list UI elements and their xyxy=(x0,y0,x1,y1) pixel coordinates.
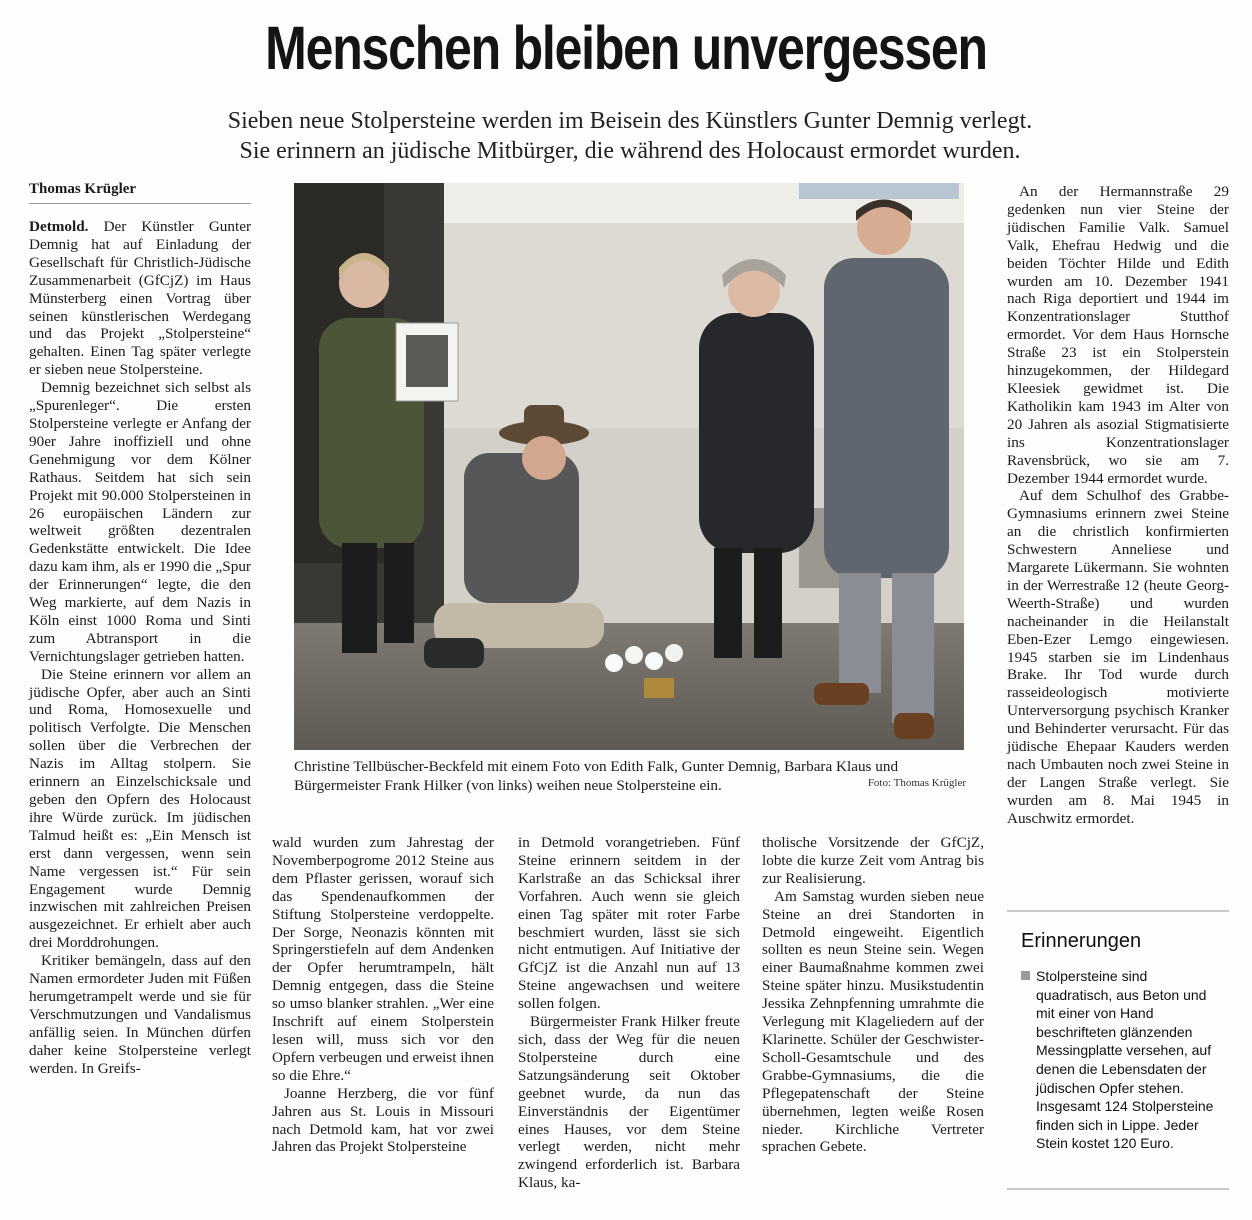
info-box xyxy=(1007,910,1229,1190)
square-bullet-icon xyxy=(1021,971,1030,980)
article-column-2 xyxy=(272,834,494,1156)
paragraph: Am Samstag wurden sieben neue Steine an drei Standorten in Detmold eingeweiht. Eigentlich sollten es neun Steine sein. Wegen einer Baumaßnahme kommen zwei Steine später hinzu. Musikstudentin Jessika Zehnpfenning umrahmte die Verlegung mit Klageliedern auf der Klarinette. Schüler der Geschwister-Scholl-Gesamtschule und des Grabbe-Gymnasiums, die die Pflegepatenschaft der Steine übernehmen, legten weiße Rosen nieder. Kirchliche Vertreter sprachen Gebete. xyxy=(762,887,984,1156)
paragraph: Auf dem Schulhof des Grabbe-Gymnasiums erinnern zwei Steine an die christlich konfirmierten Schwestern Anneliese und Margarete Lükermann. Sie wohnten in der Werrestraße 12 (heute Georg-Weerth-Straße) und wurden nacheinander in die Heilanstalt Eben-Ezer Lemgo eingewiesen. 1945 starben sie im Lindenhaus Brake. Ihr Tod wurde durch rasseideologisch motivierte Unterversorgung psychisch Kranker und Behinderter verursacht. Für das jüdische Ehepaar Kauders werden nach Umbauten noch zwei Steine in der Langen Straße verlegt. Sie wurden am 8. Mai 1945 in Auschwitz ermordet. xyxy=(1007,487,1229,827)
article-photo xyxy=(294,183,964,750)
article-column-5 xyxy=(1007,183,1229,828)
info-box-text: Stolpersteine sind quadratisch, aus Beton und mit einer von Hand beschrifteten glänzenden Messingplatte versehen, auf denen die Lebensdaten der jüdischen Opfer stehen. Insgesamt 124 Stolpersteine finden sich in Lippe. Jeder Stein kostet 120 Euro. xyxy=(1036,968,1214,1152)
subheadline-line-1: Sieben neue Stolpersteine werden im Beisein des Künstlers Gunter Demnig verlegt. xyxy=(227,108,1033,134)
caption-text: Christine Tellbüscher-Beckfeld mit einem Foto von Edith Falk, Gunter Demnig, Barbara Klaus und Bürgermeister Frank Hilker (von links) weihen neue Stolpersteine ein. xyxy=(294,758,899,794)
paragraph: Bürgermeister Frank Hilker freute sich, dass der Weg für die neuen Stolpersteine durch eine Satzungsänderung seit Oktober geebnet wurde, da nun das Einverständnis der Eigentümer eines Hauses, vor dem Steine verlegt werden, nicht mehr zwingend erforderlich ist. Barbara Klaus, ka- xyxy=(518,1013,740,1192)
article-column-1 xyxy=(29,218,251,1078)
info-box-body xyxy=(1021,967,1217,1153)
paragraph: An der Hermannstraße 29 gedenken nun vier Steine der jüdischen Familie Valk. Samuel Valk, Ehefrau Hedwig und die beiden Töchter Hilde und Edith wurden am 10. Dezember 1941 nach Riga deportiert und 1944 im Konzentrationslager Stutthof ermordet. Vor dem Haus Hornsche Straße 23 ist ein Stolperstein hinzugekommen, der Hildegard Kleesiek gewidmet ist. Die Katholikin kam 1943 im Alter von 20 Jahren als asozial Stigmatisierte ins Konzentrationslager Ravensbrück, wo sie am 7. Dezember 1944 ermordet wurde. xyxy=(1007,183,1229,487)
photo-credit: Foto: Thomas Krügler xyxy=(867,777,966,789)
article-column-3 xyxy=(518,834,740,1192)
photo-caption xyxy=(294,757,966,795)
info-box-title: Erinnerungen xyxy=(1021,930,1142,952)
paragraph: wald wurden zum Jahrestag der Novemberpogrome 2012 Steine aus dem Pflaster gerissen, worauf sich das Spendenaufkommen der Stiftung Stolpersteine verdoppelte. Der Sorge, Neonazis könnten mit Springerstiefeln auf dem Andenken der Opfer herumtrampeln, hält Demnig entgegen, dass die Steine so umso blanker strahlen. „Wer eine Inschrift auf einem Stolperstein lesen will, muss sich vor den Opfern verbeugen und erweist ihnen so die Ehre.“ xyxy=(272,834,494,1084)
paragraph: Demnig bezeichnet sich selbst als „Spurenleger“. Die ersten Stolpersteine verlegte er Anfang der 90er Jahre inoffiziell und ohne Genehmigung vor dem Kölner Rathaus. Seitdem hat sich sein Projekt mit 90.000 Stolpersteinen in 26 europäischen Ländern zur weltweit größten dezentralen Gedenkstätte entwickelt. Die Idee dazu kam ihm, als er 1990 die „Spur der Erinnerungen“ legte, die den Weg markierte, auf dem Nazis in Köln einst 1000 Roma und Sinti zum Abtransport in die Vernichtungslager getrieben hatten. xyxy=(29,379,251,665)
article-column-4 xyxy=(762,834,984,1156)
paragraph: Detmold. Der Künstler Gunter Demnig hat auf Einladung der Gesellschaft für Christlich-Jüdische Zusammenarbeit (GfCjZ) im Haus Münsterberg einen Vortrag über seinen künstlerischen Werdegang und das Projekt „Stolpersteine“ gehalten. Einen Tag später verlegte er sieben neue Stolpersteine. xyxy=(29,218,251,379)
subheadline-line-2: Sie erinnern an jüdische Mitbürger, die während des Holocaust ermordet wurden. xyxy=(239,138,1021,164)
paragraph: tholische Vorsitzende der GfCjZ, lobte die kurze Zeit vom Antrag bis zur Realisierung. xyxy=(762,834,984,887)
photo-illustration xyxy=(294,183,964,750)
author-byline: Thomas Krügler xyxy=(29,181,251,204)
paragraph: Die Steine erinnern vor allem an jüdische Opfer, aber auch an Sinti und Roma, Homosexuelle und politisch Verfolgte. Die Menschen sollen über die Verbrechen der Nazis im Alltag stolpern. Sie erinnern an Einzelschicksale und geben den Opfern des Holocaust ihre Würde zurück. Im jüdischen Talmud heißt es: „Ein Mensch ist erst dann vergessen, wenn sein Name vergessen ist.“ Für sein Engagement wurde Demnig inzwischen mit zahlreichen Preisen ausgezeichnet. Er erhielt aber auch drei Morddrohungen. xyxy=(29,665,251,952)
headline: Menschen bleiben unvergessen xyxy=(265,14,987,82)
subheadline xyxy=(130,106,1130,166)
dateline: Detmold. xyxy=(29,218,89,235)
paragraph: in Detmold vorangetrieben. Fünf Steine erinnern seitdem in der Karlstraße an das Schicksal ihrer Vorfahren. Auch wenn sie gleich einen Tag später mit roter Farbe beschmiert wurden, lässt sie sich nicht entmutigen. Auf Initiative der GfCjZ ist die Anzahl nun auf 13 Steine angewachsen und weitere sollen folgen. xyxy=(518,834,740,1013)
paragraph: Joanne Herzberg, die vor fünf Jahren aus St. Louis in Missouri nach Detmold kam, hat vor zwei Jahren das Projekt Stolpersteine xyxy=(272,1084,494,1156)
paragraph: Kritiker bemängeln, dass auf den Namen ermordeter Juden mit Füßen herumgetrampelt werde und sie für Verschmutzungen und Vandalismus anfällig seien. In München dürfen daher keine Stolpersteine verlegt werden. In Greifs- xyxy=(29,952,251,1077)
